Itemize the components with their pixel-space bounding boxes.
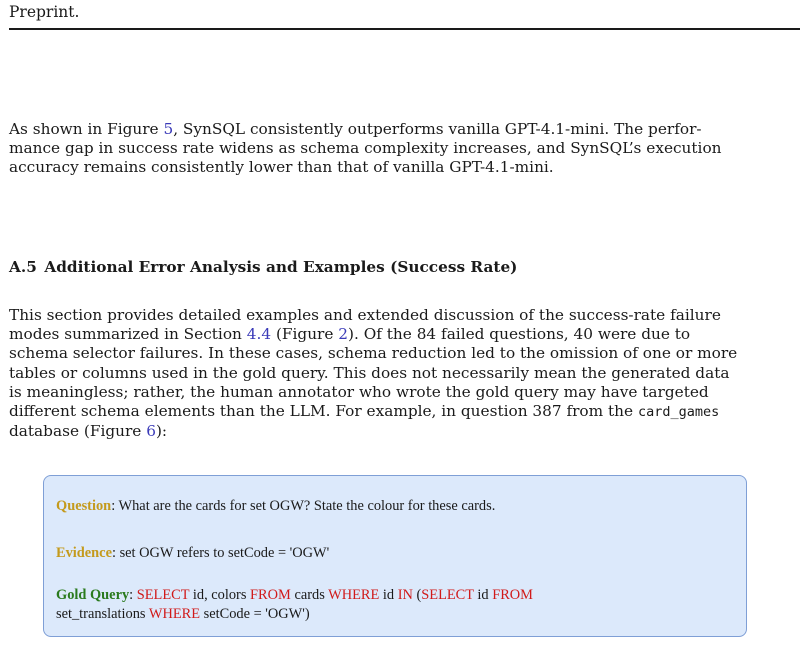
gold-query-line2: set_translations WHERE setCode = 'OGW') — [56, 606, 310, 622]
sql-keyword: FROM — [250, 587, 291, 603]
para2-line6: different schema elements than the LLM. For example, in question 387 from the card_games — [9, 402, 720, 421]
para2-line3: schema selector failures. In these cases, schema reduction led to the omission of one or more — [9, 344, 738, 363]
para2-line7: database (Figure 6): — [9, 422, 168, 441]
section-title: Additional Error Analysis and Examples (Success Rate) — [44, 258, 518, 276]
example-box — [43, 475, 747, 637]
database-name-code: card_games — [637, 404, 720, 421]
header-rule — [9, 28, 800, 30]
gold-query-line1: Gold Query: SELECT id, colors FROM cards WHERE id IN (SELECT id FROM — [56, 587, 533, 603]
sql-keyword: WHERE — [148, 606, 201, 622]
para1-line3: accuracy remains consistently lower than that of vanilla GPT-4.1-mini. — [9, 158, 554, 177]
question-text: : What are the cards for set OGW? State the colour for these cards. — [111, 498, 496, 514]
figure-2-link[interactable]: 2 — [338, 325, 349, 344]
gold-query-label: Gold Query — [56, 587, 130, 603]
sql-keyword: FROM — [492, 587, 533, 603]
figure-5-link[interactable]: 5 — [163, 120, 174, 138]
section-number: A.5 — [9, 258, 37, 276]
para2-line5: is meaningless; rather, the human annotator who wrote the gold query may have targeted — [9, 382, 709, 401]
para1-line1: As shown in Figure 5, SynSQL consistently outperforms vanilla GPT-4.1-mini. The perfor- — [9, 120, 702, 138]
paragraph-figure5-summary — [9, 120, 801, 178]
running-header: Preprint. — [9, 3, 80, 21]
para2-line2: modes summarized in Section 4.4 (Figure 2). Of the 84 failed questions, 40 were due to — [9, 325, 691, 344]
figure-6-link[interactable]: 6 — [146, 422, 156, 441]
section-4-4-link[interactable]: 4.4 — [246, 325, 272, 344]
sql-keyword: WHERE — [328, 587, 380, 603]
evidence-label: Evidence — [56, 545, 112, 561]
sql-keyword: IN — [397, 587, 413, 603]
sql-keyword: SELECT — [136, 587, 190, 603]
question-line — [56, 497, 495, 515]
sql-keyword: SELECT — [421, 587, 474, 603]
paragraph-error-analysis — [9, 306, 801, 441]
evidence-text: : set OGW refers to setCode = 'OGW' — [111, 545, 330, 561]
section-heading — [9, 257, 801, 277]
para1-line2: mance gap in success rate widens as schema complexity increases, and SynSQL’s execution — [9, 139, 722, 158]
para2-line4: tables or columns used in the gold query. This does not necessarily mean the generated data — [9, 363, 730, 382]
evidence-line — [56, 544, 329, 562]
question-label: Question — [56, 498, 112, 514]
para2-line1: This section provides detailed examples and extended discussion of the success-rate failure — [9, 306, 721, 324]
